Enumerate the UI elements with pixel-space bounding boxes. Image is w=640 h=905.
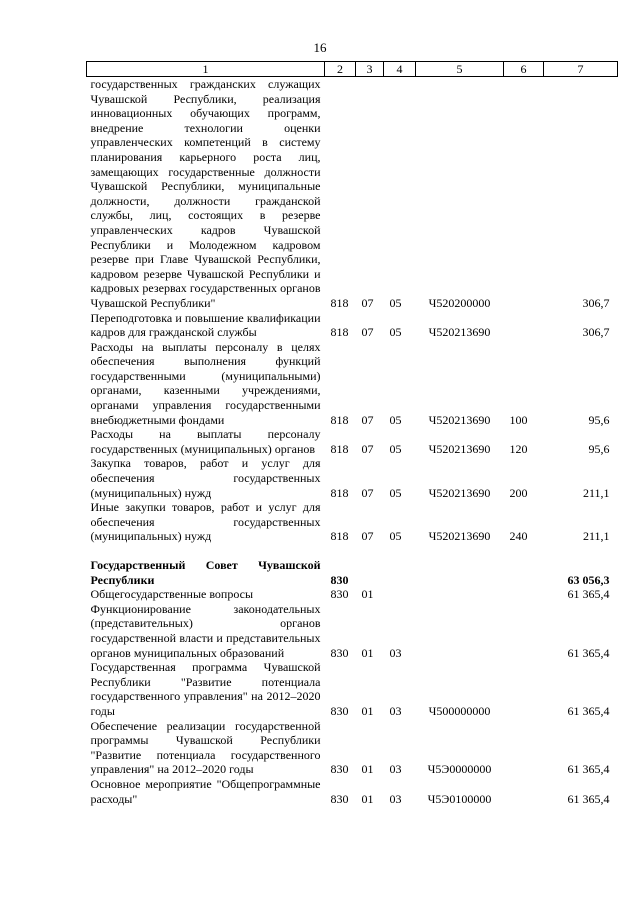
row-amount: 95,6	[588, 441, 610, 456]
row-amount: 61 365,4	[567, 791, 610, 806]
row-subsection: 05	[389, 485, 402, 500]
row-name: Расходы на выплаты персоналу в целях обеспечения выполнения функций государственными (муниципальными) органами, казенными учреждениями, органами управления государственными внебюджетными фондами	[90, 339, 321, 427]
row-ministry-code: 830	[330, 572, 349, 587]
row-name: Государственная программа Чувашской Республики "Развитие потенциала государственного управления" на 2012–2020 годы	[90, 660, 321, 718]
row-section: 07	[361, 441, 374, 456]
row-name: Расходы на выплаты персоналу государственных (муниципальных) органов	[90, 427, 321, 456]
row-expense-type: 100	[509, 412, 528, 427]
row-expense-type	[504, 777, 544, 806]
row-subsection	[384, 587, 416, 602]
row-expense-type	[504, 558, 544, 587]
row-expense-type	[504, 587, 544, 602]
row-subsection: 05	[389, 412, 402, 427]
row-target-article: Ч520213690	[428, 529, 491, 544]
table-row	[87, 719, 618, 777]
header-col-5: 5	[416, 62, 504, 77]
row-amount: 61 365,4	[567, 587, 610, 602]
row-name: Закупка товаров, работ и услуг для обеспечения государственных (муниципальных) нужд	[90, 456, 321, 500]
row-target-article: Ч520213690	[428, 412, 491, 427]
header-col-4: 4	[384, 62, 416, 77]
row-section	[356, 558, 384, 587]
row-target-article	[416, 587, 504, 602]
row-amount: 61 365,4	[567, 645, 610, 660]
row-subsection: 05	[389, 529, 402, 544]
row-subsection: 05	[389, 295, 402, 310]
page-number: 16	[313, 40, 327, 55]
table-row	[87, 660, 618, 718]
row-expense-type	[504, 311, 544, 340]
budget-table	[86, 61, 618, 806]
row-target-article	[416, 602, 504, 660]
row-ministry-code: 830	[330, 703, 349, 718]
table-row	[87, 500, 618, 544]
row-subsection: 03	[389, 791, 402, 806]
table-body	[87, 77, 618, 807]
table-row	[87, 602, 618, 660]
row-amount: 306,7	[582, 325, 610, 340]
header-col-7: 7	[544, 62, 618, 77]
row-subsection: 03	[389, 762, 402, 777]
row-section: 07	[361, 295, 374, 310]
table-row	[87, 777, 618, 806]
row-expense-type: 120	[509, 441, 528, 456]
row-name: Основное мероприятие "Общепрограммные расходы"	[90, 776, 321, 806]
row-amount: 63 056,3	[567, 572, 610, 587]
row-section: 01	[361, 587, 374, 602]
row-target-article	[416, 558, 504, 587]
row-name: Обеспечение реализации государственной программы Чувашской Республики "Развитие потенциала государственного управления" на 2012–2020 годы	[90, 718, 321, 777]
spacer-row	[87, 544, 618, 558]
row-name: Функционирование законодательных (представительных) органов государственной власти и представительных органов муниципальных образований	[90, 601, 321, 660]
row-subsection	[384, 558, 416, 587]
row-expense-type	[504, 660, 544, 718]
row-section: 07	[361, 529, 374, 544]
row-section: 01	[361, 791, 374, 806]
row-target-article: Ч520200000	[428, 295, 491, 310]
row-section: 01	[361, 703, 374, 718]
row-ministry-code: 830	[330, 791, 349, 806]
row-amount: 95,6	[588, 412, 610, 427]
row-expense-type: 240	[509, 529, 528, 544]
row-name: Государственный Совет Чувашской Республики	[90, 558, 321, 587]
row-ministry-code: 818	[330, 529, 349, 544]
table-row	[87, 427, 618, 456]
row-amount: 61 365,4	[567, 762, 610, 777]
row-target-article: Ч520213690	[428, 485, 491, 500]
row-name: государственных гражданских служащих Чувашской Республики, реализация инновационных обучающих программ, внедрение технологии оценки управленческих компетенций в систему планирования карьерного роста лиц, замещающих государственные должности Чувашской Республики, муниципальные должности, должности гражданской службы, лиц, состоящих в резерве управленческих кадров Чувашской Республики и Молодежном кадровом резерве при Главе Чувашской Республики, кадровом резерве Чувашской Республики и кадровых резервах государственных органов Чувашской Республики"	[90, 77, 321, 310]
row-target-article: Ч500000000	[428, 703, 491, 718]
table-row	[87, 558, 618, 587]
row-section: 01	[361, 762, 374, 777]
row-ministry-code: 830	[330, 762, 349, 777]
row-ministry-code: 830	[330, 645, 349, 660]
row-expense-type: 200	[509, 485, 528, 500]
row-section: 07	[361, 412, 374, 427]
row-target-article: Ч520213690	[428, 325, 491, 340]
row-amount: 61 365,4	[567, 703, 610, 718]
row-amount: 211,1	[582, 529, 610, 544]
row-expense-type	[504, 77, 544, 311]
row-subsection: 05	[389, 325, 402, 340]
row-expense-type	[504, 719, 544, 777]
row-name: Общегосударственные вопросы	[90, 587, 254, 602]
row-subsection: 03	[389, 703, 402, 718]
header-col-6: 6	[504, 62, 544, 77]
row-ministry-code: 818	[330, 325, 349, 340]
table-header	[87, 62, 618, 77]
row-section: 07	[361, 485, 374, 500]
row-ministry-code: 818	[330, 485, 349, 500]
row-ministry-code: 818	[330, 412, 349, 427]
header-col-3: 3	[356, 62, 384, 77]
header-col-2: 2	[325, 62, 356, 77]
table-row	[87, 587, 618, 602]
row-name: Иные закупки товаров, работ и услуг для обеспечения государственных (муниципальных) нужд	[90, 500, 321, 544]
row-target-article: Ч5Э0100000	[427, 791, 492, 806]
table-row	[87, 456, 618, 500]
row-target-article: Ч5Э0000000	[427, 762, 492, 777]
row-amount: 306,7	[582, 295, 610, 310]
row-ministry-code: 830	[330, 587, 349, 602]
row-section: 07	[361, 325, 374, 340]
table-row	[87, 77, 618, 311]
row-amount: 211,1	[582, 485, 610, 500]
table-row	[87, 311, 618, 340]
table-row	[87, 340, 618, 428]
row-expense-type	[504, 602, 544, 660]
row-target-article: Ч520213690	[428, 441, 491, 456]
row-subsection: 05	[389, 441, 402, 456]
row-ministry-code: 818	[330, 441, 349, 456]
header-col-1: 1	[87, 62, 325, 77]
row-subsection: 03	[389, 645, 402, 660]
row-name: Переподготовка и повышение квалификации кадров для гражданской службы	[90, 310, 321, 340]
row-section: 01	[361, 645, 374, 660]
row-ministry-code: 818	[330, 295, 349, 310]
